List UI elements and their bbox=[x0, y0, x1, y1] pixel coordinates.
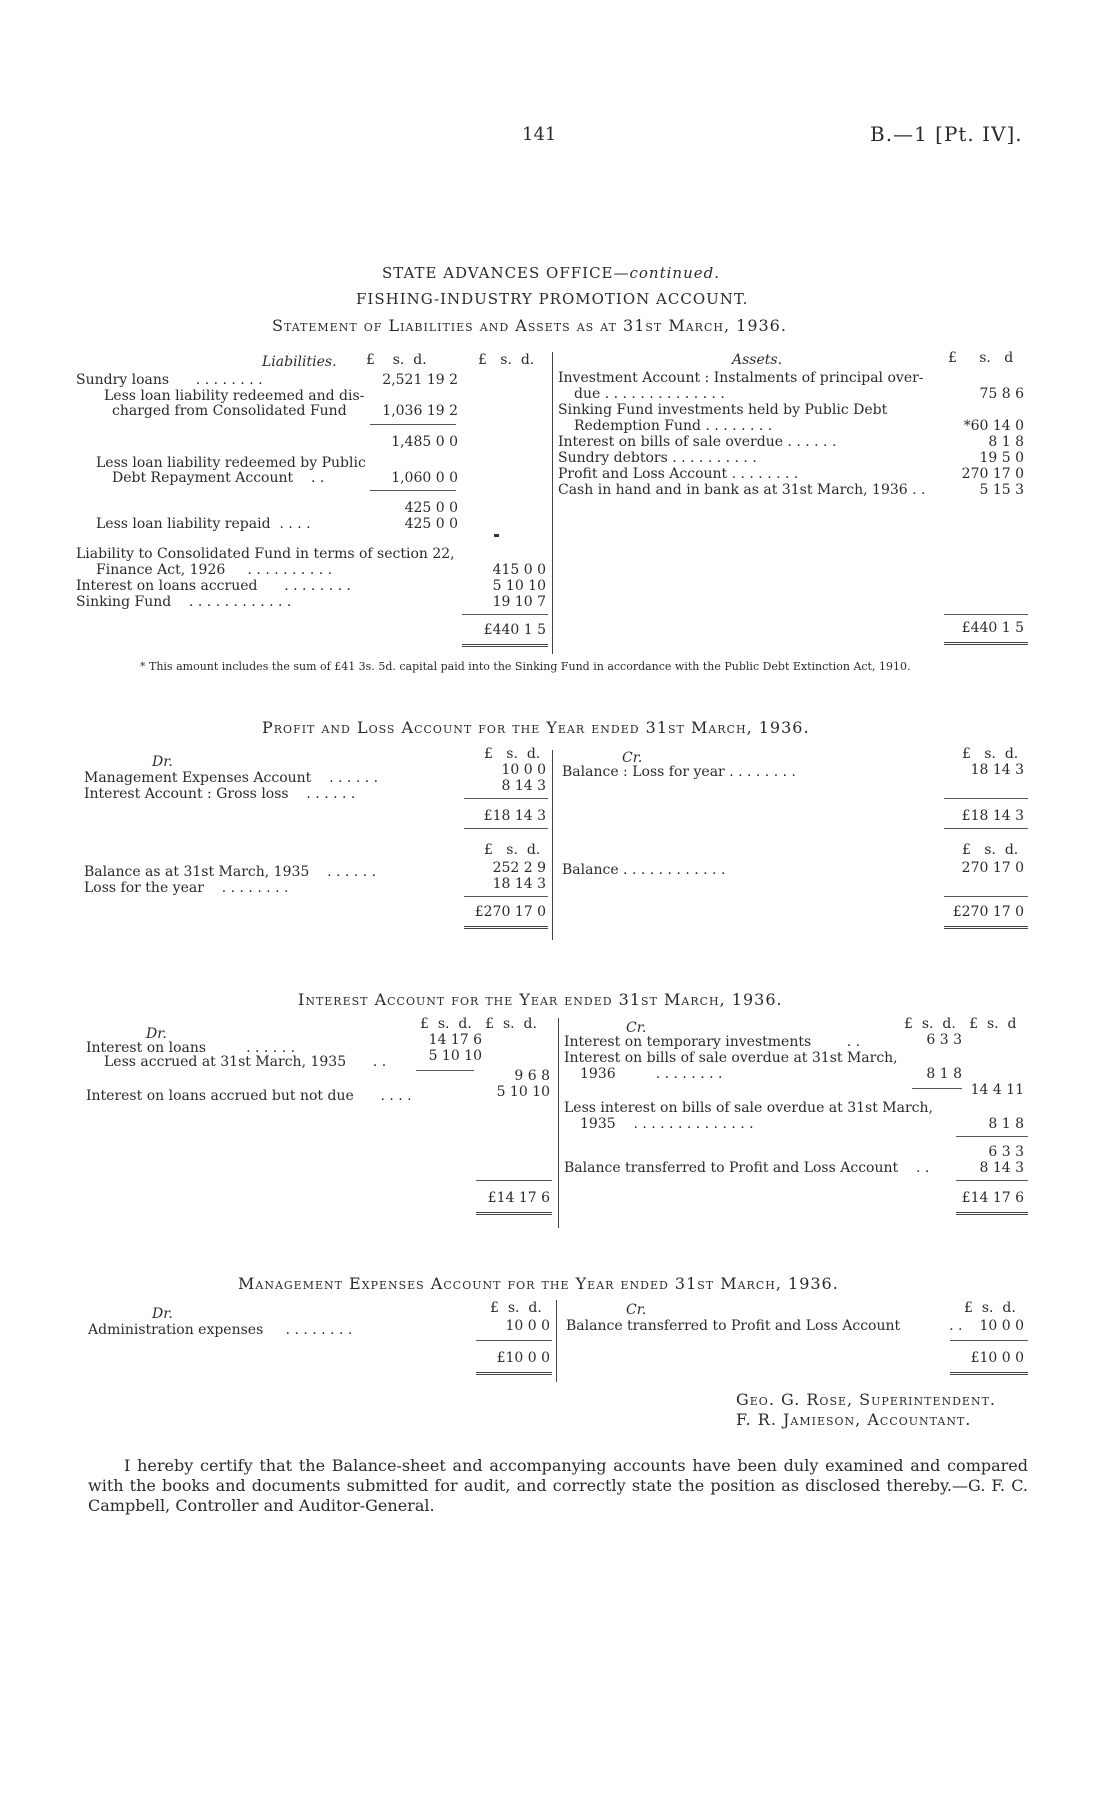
debit-total: £18 14 3 bbox=[483, 808, 546, 824]
credit-amount: 8 14 3 bbox=[979, 1160, 1024, 1176]
debit-amount: 10 0 0 bbox=[505, 1318, 550, 1334]
lsd-header: £ s. d. £ s. d bbox=[904, 1016, 1017, 1032]
rule bbox=[944, 828, 1028, 829]
debit-row: Administration expenses . . . . . . . . bbox=[88, 1322, 353, 1338]
management-divider bbox=[556, 1300, 557, 1382]
debit-row: Management Expenses Account . . . . . . bbox=[84, 770, 379, 786]
signature-superintendent: Geo. G. Rose, Superintendent. bbox=[736, 1390, 996, 1409]
debit-row: Interest on loans . . . . . . bbox=[86, 1040, 296, 1056]
asset-row: Interest on bills of sale overdue . . . . . . bbox=[558, 434, 837, 450]
credit-heading: Cr. bbox=[626, 1020, 647, 1036]
double-rule bbox=[464, 926, 548, 929]
debit-total: £14 17 6 bbox=[487, 1190, 550, 1206]
rule bbox=[944, 614, 1028, 615]
liability-row: Liability to Consolidated Fund in terms of section 22, bbox=[76, 546, 455, 562]
asset-row: Investment Account : Instalments of principal over- bbox=[558, 370, 924, 386]
rule bbox=[370, 424, 456, 425]
statement-divider bbox=[552, 352, 553, 654]
debit-heading: Dr. bbox=[146, 1026, 167, 1042]
rule bbox=[462, 614, 548, 615]
interest-divider bbox=[558, 1018, 559, 1228]
credit-amount: 6 3 3 bbox=[988, 1144, 1024, 1160]
rule bbox=[476, 1180, 552, 1181]
credit-row: 1935 . . . . . . . . . . . . . . bbox=[580, 1116, 754, 1132]
footnote: * This amount includes the sum of £41 3s. 5d. capital paid into the Sinking Fund in accordance with the Public Debt Extinction Act, 1910. bbox=[140, 660, 911, 673]
liability-row: Finance Act, 1926 . . . . . . . . . . bbox=[96, 562, 333, 578]
page-number: 141 bbox=[522, 124, 557, 145]
credit-amount: 14 4 11 bbox=[970, 1082, 1024, 1098]
asset-row: Sundry debtors . . . . . . . . . . bbox=[558, 450, 757, 466]
liability-row: Sinking Fund . . . . . . . . . . . . bbox=[76, 594, 292, 610]
debit-amount: 14 17 6 bbox=[428, 1032, 482, 1048]
statement-title: Statement of Liabilities and Assets as at 31st March, 1936. bbox=[272, 316, 787, 335]
signature-accountant: F. R. Jamieson, Accountant. bbox=[736, 1410, 972, 1429]
double-rule bbox=[476, 1372, 552, 1375]
rule bbox=[944, 798, 1028, 799]
document-reference: B.—1 [Pt. IV]. bbox=[870, 122, 1023, 146]
lsd-header: £ s. d. £ s. d. bbox=[420, 1016, 537, 1032]
double-rule bbox=[950, 1372, 1028, 1375]
liability-amount: 425 0 0 bbox=[404, 516, 458, 532]
debit-amount: 252 2 9 bbox=[492, 860, 546, 876]
debit-amount: 8 14 3 bbox=[501, 778, 546, 794]
rule bbox=[956, 1180, 1028, 1181]
debit-total: £10 0 0 bbox=[496, 1350, 550, 1366]
lsd-header-2: £ s. d. bbox=[478, 352, 535, 368]
credit-row: 1936 . . . . . . . . bbox=[580, 1066, 723, 1082]
rule bbox=[416, 1070, 474, 1071]
rule bbox=[476, 1340, 552, 1341]
asset-amount: 5 15 3 bbox=[979, 482, 1024, 498]
asset-amount: *60 14 0 bbox=[963, 418, 1024, 434]
lsd-header: £ s. d. bbox=[484, 842, 541, 858]
credit-row: Balance transferred to Profit and Loss Account . . bbox=[564, 1160, 930, 1176]
credit-total: £10 0 0 bbox=[970, 1350, 1024, 1366]
debit-amount: 9 6 8 bbox=[514, 1068, 550, 1084]
rule bbox=[950, 1340, 1028, 1341]
credit-total: £18 14 3 bbox=[961, 808, 1024, 824]
asset-row: Sinking Fund investments held by Public Debt bbox=[558, 402, 888, 418]
liabilities-total: £440 1 5 bbox=[483, 622, 546, 638]
assets-heading: Assets. bbox=[732, 352, 783, 368]
asset-row: Profit and Loss Account . . . . . . . . bbox=[558, 466, 799, 482]
liabilities-heading: Liabilities. bbox=[262, 354, 337, 370]
credit-heading: Cr. bbox=[622, 750, 643, 766]
mark bbox=[494, 534, 499, 537]
profit-loss-title: Profit and Loss Account for the Year ended 31st March, 1936. bbox=[262, 718, 810, 737]
rule bbox=[464, 828, 548, 829]
debit-amount: 5 10 10 bbox=[496, 1084, 550, 1100]
auditor-certificate: I hereby certify that the Balance-sheet and accompanying accounts have been duly examined and compared with the books and documents submitted for audit, and correctly state the position as disclosed thereby.—G. F. C. Campbell, Controller and Auditor-General. bbox=[88, 1456, 1028, 1515]
liability-row: Less loan liability repaid . . . . bbox=[96, 516, 311, 532]
rule bbox=[464, 896, 548, 897]
asset-amount: 75 8 6 bbox=[979, 386, 1024, 402]
profit-loss-divider bbox=[552, 750, 553, 940]
debit-amount: 18 14 3 bbox=[492, 876, 546, 892]
credit-heading: Cr. bbox=[626, 1302, 647, 1318]
lsd-header: £ s. d. bbox=[962, 842, 1019, 858]
liability-row: charged from Consolidated Fund bbox=[112, 403, 347, 419]
liability-amount: 425 0 0 bbox=[404, 500, 458, 516]
liability-amount: 1,060 0 0 bbox=[391, 470, 458, 486]
credit-amount: 18 14 3 bbox=[970, 762, 1024, 778]
debit-row: Loss for the year . . . . . . . . bbox=[84, 880, 289, 896]
credit-row: Balance transferred to Profit and Loss Account . . bbox=[566, 1318, 963, 1334]
liability-amount: 2,521 19 2 bbox=[382, 372, 458, 388]
debit-row: Interest on loans accrued but not due . . . . bbox=[86, 1088, 412, 1104]
asset-row: Redemption Fund . . . . . . . . bbox=[574, 418, 773, 434]
asset-row: due . . . . . . . . . . . . . . bbox=[574, 386, 725, 402]
credit-total: £270 17 0 bbox=[952, 904, 1024, 920]
debit-heading: Dr. bbox=[152, 1306, 173, 1322]
debit-row: Balance as at 31st March, 1935 . . . . . . bbox=[84, 864, 377, 880]
double-rule bbox=[944, 642, 1028, 645]
rule bbox=[464, 798, 548, 799]
liability-amount: 5 10 10 bbox=[492, 578, 546, 594]
credit-amount: 10 0 0 bbox=[979, 1318, 1024, 1334]
liability-row: Debt Repayment Account . . bbox=[112, 470, 325, 486]
lsd-header-1: £ s. d. bbox=[366, 352, 427, 368]
liability-amount: 19 10 7 bbox=[492, 594, 546, 610]
credit-row: Interest on bills of sale overdue at 31st March, bbox=[564, 1050, 898, 1066]
credit-row: Interest on temporary investments . . bbox=[564, 1034, 861, 1050]
lsd-header: £ s. d. bbox=[490, 1300, 542, 1316]
asset-amount: 8 1 8 bbox=[988, 434, 1024, 450]
liability-amount: 1,036 19 2 bbox=[382, 403, 458, 419]
lsd-header: £ s. d. bbox=[962, 746, 1019, 762]
asset-amount: 19 5 0 bbox=[979, 450, 1024, 466]
rule bbox=[370, 490, 456, 491]
credit-amount: 270 17 0 bbox=[961, 860, 1024, 876]
liability-row: Less loan liability redeemed and dis- bbox=[104, 388, 365, 404]
asset-row: Cash in hand and in bank as at 31st March, 1936 . . bbox=[558, 482, 926, 498]
debit-amount: 5 10 10 bbox=[428, 1048, 482, 1064]
credit-total: £14 17 6 bbox=[961, 1190, 1024, 1206]
rule bbox=[956, 1136, 1028, 1137]
double-rule bbox=[944, 926, 1028, 929]
liability-amount: 1,485 0 0 bbox=[391, 434, 458, 450]
debit-heading: Dr. bbox=[152, 754, 173, 770]
credit-row: Balance . . . . . . . . . . . . bbox=[562, 862, 726, 878]
double-rule bbox=[956, 1212, 1028, 1215]
debit-row: Less accrued at 31st March, 1935 . . bbox=[104, 1054, 387, 1070]
liability-row: Interest on loans accrued . . . . . . . . bbox=[76, 578, 351, 594]
lsd-header: £ s. d. bbox=[484, 746, 541, 762]
lsd-header: £ s. d. bbox=[964, 1300, 1016, 1316]
debit-amount: 10 0 0 bbox=[501, 762, 546, 778]
credit-row: Balance : Loss for year . . . . . . . . bbox=[562, 764, 796, 780]
interest-title: Interest Account for the Year ended 31st March, 1936. bbox=[298, 990, 783, 1009]
liability-row: Sundry loans . . . . . . . . bbox=[76, 372, 263, 388]
credit-amount: 6 3 3 bbox=[926, 1032, 962, 1048]
debit-row: Interest Account : Gross loss . . . . . . bbox=[84, 786, 356, 802]
office-title: STATE ADVANCES OFFICE—continued. bbox=[382, 264, 720, 282]
account-title: FISHING-INDUSTRY PROMOTION ACCOUNT. bbox=[356, 290, 749, 308]
liability-amount: 415 0 0 bbox=[492, 562, 546, 578]
rule bbox=[944, 896, 1028, 897]
double-rule bbox=[462, 644, 548, 647]
credit-amount: 8 1 8 bbox=[926, 1066, 962, 1082]
credit-row: Less interest on bills of sale overdue at 31st March, bbox=[564, 1100, 933, 1116]
debit-total: £270 17 0 bbox=[474, 904, 546, 920]
lsd-header-assets: £ s. d bbox=[948, 350, 1014, 366]
credit-amount: 8 1 8 bbox=[988, 1116, 1024, 1132]
management-title: Management Expenses Account for the Year ended 31st March, 1936. bbox=[238, 1274, 839, 1293]
double-rule bbox=[476, 1212, 552, 1215]
asset-amount: 270 17 0 bbox=[961, 466, 1024, 482]
liability-row: Less loan liability redeemed by Public bbox=[96, 455, 366, 471]
assets-total: £440 1 5 bbox=[961, 620, 1024, 636]
